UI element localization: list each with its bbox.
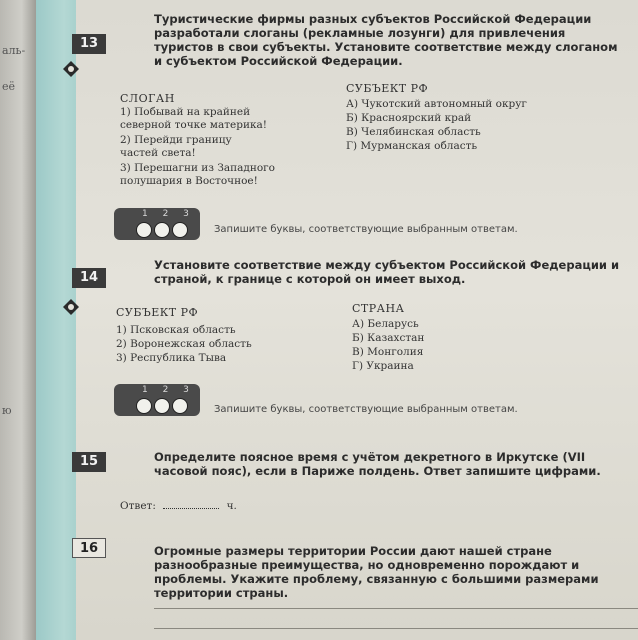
task-15-question: Определите поясное время с учётом декретного в Иркутске (VII часовой пояс), если в Париже полдень. Ответ запишите цифрами. (154, 450, 601, 478)
answer-unit: ч. (226, 500, 237, 512)
task-13-question: Туристические фирмы разных субъектов Российской Федерации разработали слоганы (рекламные лозунги) для привлечения туристов в свои субъекты. Установите соответствие между слоганом и субъектом Российской Федерации. (154, 12, 618, 68)
task-13-left-item: 2) Перейди границу частей света! (120, 134, 232, 159)
task-14-right-item: В) Монголия (352, 346, 424, 358)
task-14-answer-hint: Запишите буквы, соответствующие выбранным ответам. (214, 404, 518, 415)
task-14-right-item: А) Беларусь (352, 318, 419, 330)
answer-writing-line[interactable] (154, 608, 638, 609)
task-13-right-item: А) Чукотский автономный округ (346, 98, 527, 110)
task-13-right-header: СУБЪЕКТ РФ (346, 82, 429, 95)
answer-cell-3[interactable] (172, 398, 188, 414)
difficulty-icon (62, 298, 80, 316)
task-16-question: Огромные размеры территории России дают нашей стране разнообразные преимущества, но одновременно порождают и проблемы. Укажите проблему, связанную с большими размерами территории страны. (154, 544, 599, 600)
task-15-number: 15 (72, 452, 106, 472)
task-13-answer-box (114, 208, 200, 240)
answer-input[interactable] (163, 508, 219, 509)
answer-cell-2[interactable] (154, 222, 170, 238)
answer-cell-1[interactable] (136, 398, 152, 414)
task-16-number: 16 (72, 538, 106, 558)
task-14-left-item: 3) Республика Тыва (116, 352, 227, 364)
difficulty-icon (62, 60, 80, 78)
task-13-right-item: В) Челябинская область (346, 126, 481, 138)
answer-cell-1[interactable] (136, 222, 152, 238)
answer-cell-3[interactable] (172, 222, 188, 238)
task-13-right-item: Б) Красноярский край (346, 112, 472, 124)
answer-digits: 1 2 3 (142, 209, 195, 219)
task-15-answer-line (120, 500, 237, 512)
task-13-answer-hint: Запишите буквы, соответствующие выбранным ответам. (214, 224, 518, 235)
answer-cell-2[interactable] (154, 398, 170, 414)
left-page-fragment: ю (2, 404, 12, 417)
task-13-left-item: 3) Перешагни из Западного полушария в Восточное! (120, 162, 276, 187)
workbook-page (36, 0, 638, 640)
answer-writing-line[interactable] (154, 628, 638, 629)
answer-digits: 1 2 3 (142, 385, 195, 395)
task-14-answer-box (114, 384, 200, 416)
task-13-left-item: 1) Побывай на крайней северной точке материка! (120, 106, 267, 131)
task-13-left-header: СЛОГАН (120, 92, 175, 105)
left-page-fragment: её (2, 80, 16, 93)
task-14-right-item: Г) Украина (352, 360, 414, 372)
task-13-number: 13 (72, 34, 106, 54)
task-14-right-item: Б) Казахстан (352, 332, 425, 344)
left-page-edge (0, 0, 36, 640)
left-page-fragment: аль- (2, 44, 26, 57)
task-14-right-header: СТРАНА (352, 302, 405, 315)
margin-strip (36, 0, 76, 640)
answer-label: Ответ: (120, 500, 156, 512)
task-13-right-item: Г) Мурманская область (346, 140, 478, 152)
task-14-left-item: 1) Псковская область (116, 324, 236, 336)
task-14-number: 14 (72, 268, 106, 288)
task-14-question: Установите соответствие между субъектом Российской Федерации и страной, к границе с которой он имеет выход. (154, 258, 620, 286)
task-14-left-item: 2) Воронежская область (116, 338, 252, 350)
task-14-left-header: СУБЪЕКТ РФ (116, 306, 199, 319)
